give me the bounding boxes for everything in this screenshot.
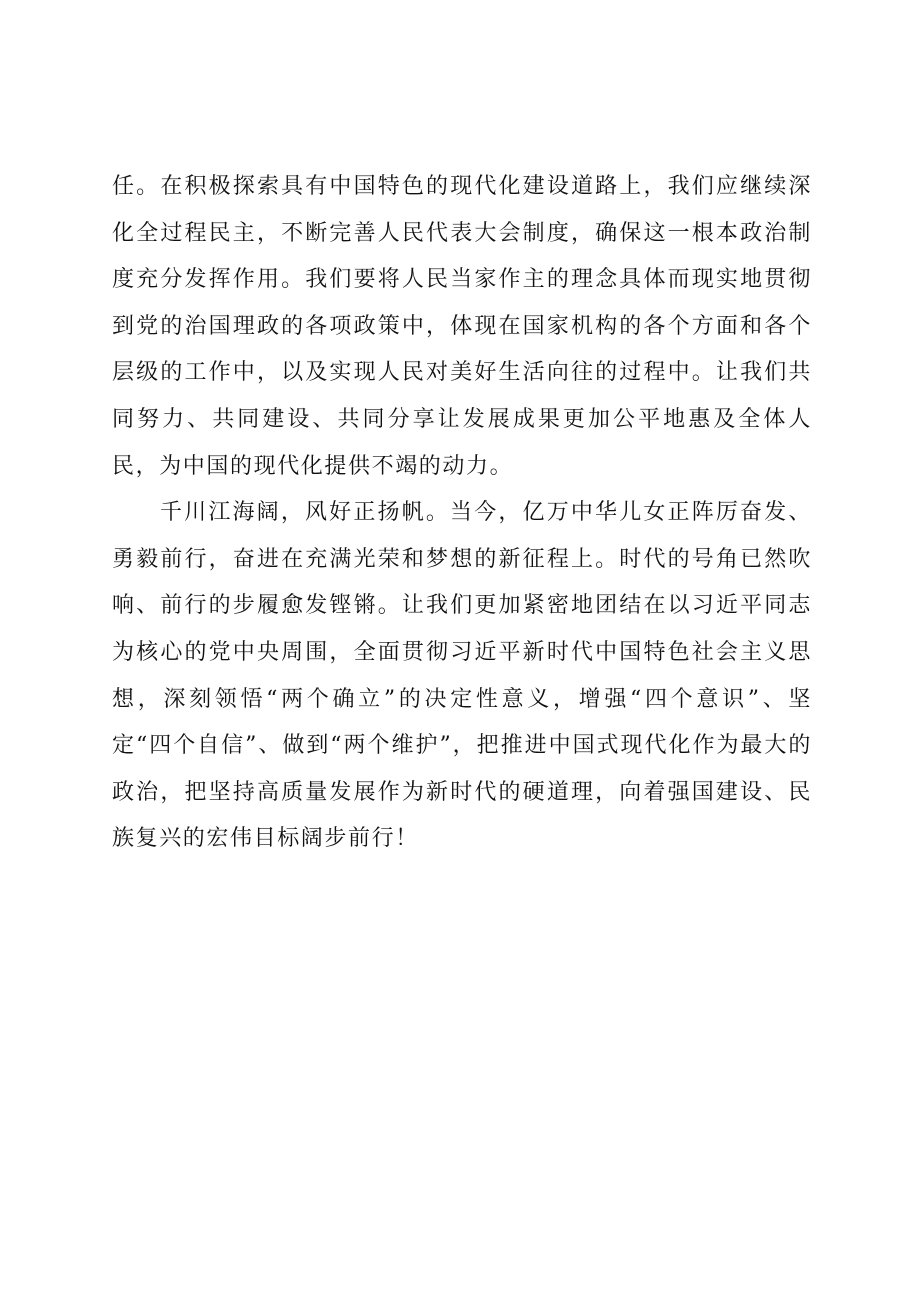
paragraph-closing: 千川江海阔，风好正扬帆。当今，亿万中华儿女正阵厉奋发、勇毅前行，奋进在充满光荣和梦想的新征程上。时代的号角已然吹响、前行的步履愈发铿锵。让我们更加紧密地团结在以习近平同志为核心的党中央周围，全面贯彻习近平新时代中国特色社会主义思想，深刻领悟“两个确立”的决定性意义，增强“四个意识”、坚定“四个自信”、做到“两个维护”，把推进中国式现代化作为最大的政治，把坚持高质量发展作为新时代的硬道理，向着强国建设、民族复兴的宏伟目标阔步前行！ (112, 500, 812, 852)
paragraph-continuation: 任。在积极探索具有中国特色的现代化建设道路上，我们应继续深化全过程民主，不断完善人民代表大会制度，确保这一根本政治制度充分发挥作用。我们要将人民当家作主的理念具体而现实地贯彻到党的治国理政的各项政策中，体现在国家机构的各个方面和各个层级的工作中，以及实现人民对美好生活向往的过程中。让我们共同努力、共同建设、共同分享让发展成果更加公平地惠及全体人民，为中国的现代化提供不竭的动力。 (112, 174, 812, 479)
document-body (112, 164, 812, 863)
